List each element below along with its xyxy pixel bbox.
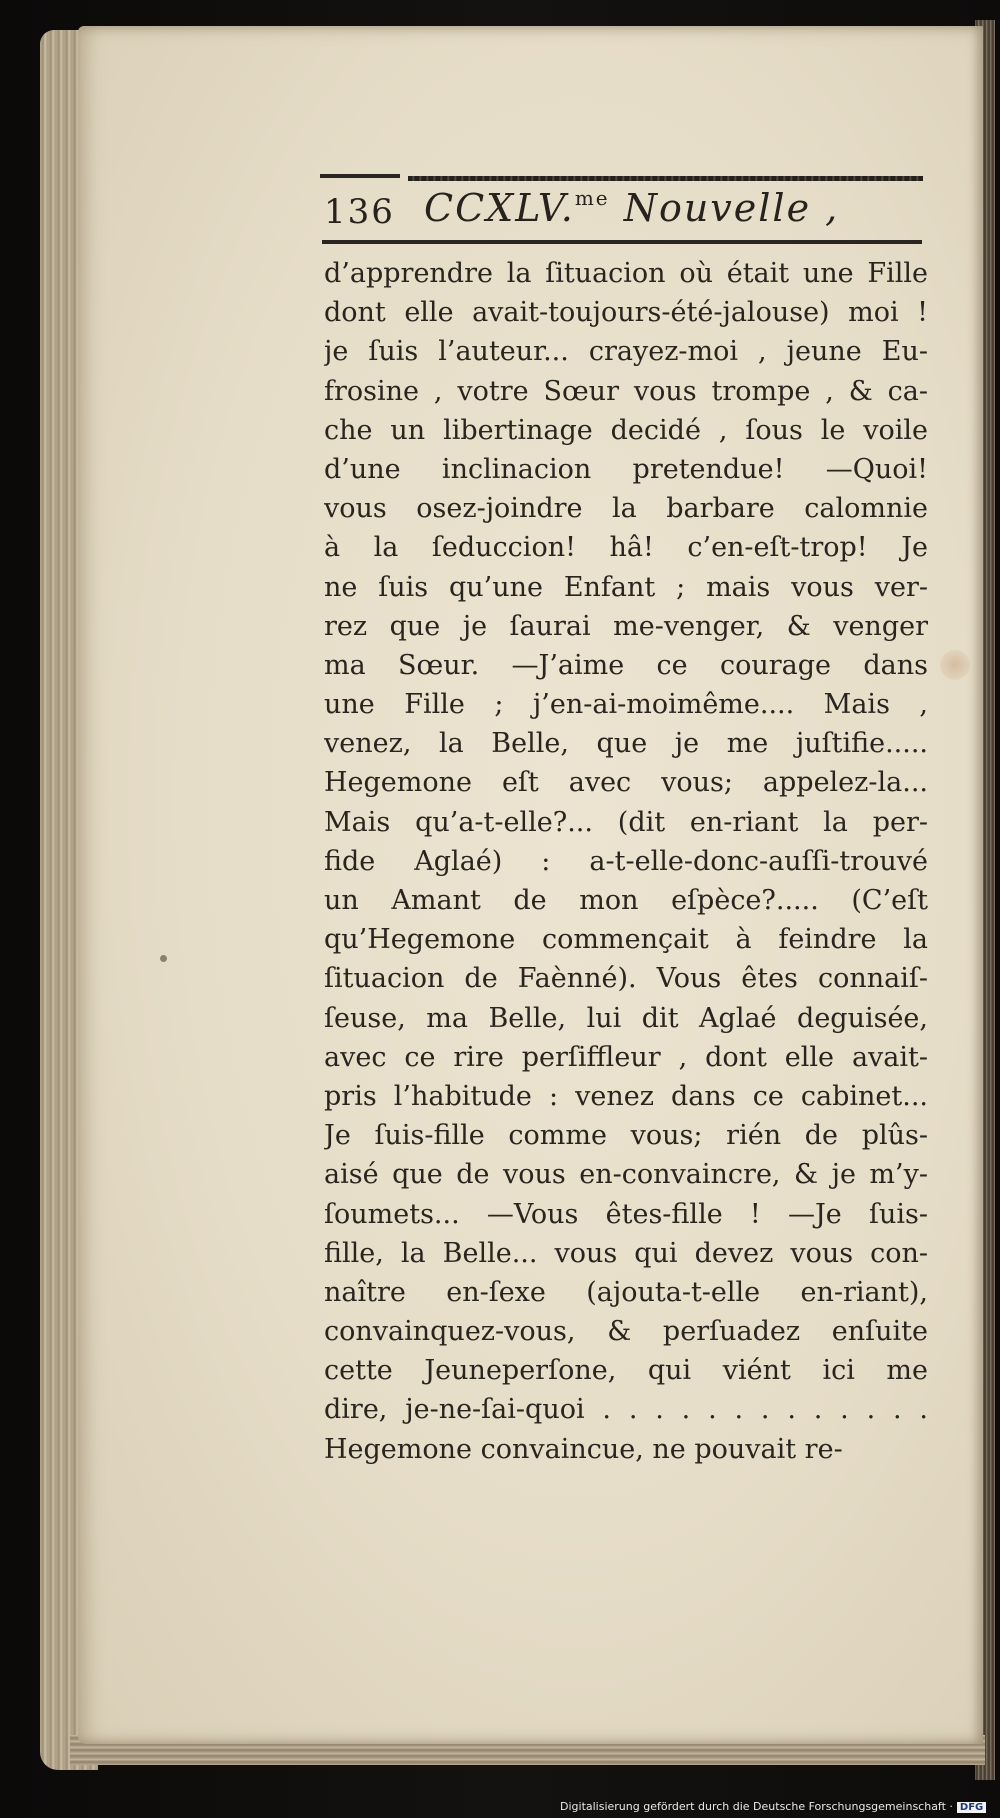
- text-line: avec ce rire perſiffleur , dont elle avait-: [324, 1041, 928, 1073]
- running-title: [424, 186, 839, 230]
- text-line: venez, la Belle, que je me juſtifie.....: [324, 728, 928, 760]
- text-line: fide Aglaé) : a-t-elle-donc-auſſi-trouvé: [324, 845, 928, 877]
- dfg-logo: DFG: [957, 1802, 986, 1813]
- text-line: d’une inclinacion pretendue! —Quoi!: [324, 453, 928, 485]
- text-line: je ſuis l’auteur... crayez-moi , jeune Eu-: [324, 336, 928, 368]
- header-rule-left: [320, 174, 400, 178]
- text-line: cette Jeuneperſone, qui viént ici me: [324, 1355, 928, 1387]
- running-title-main: CCXLV.: [424, 186, 575, 230]
- text-line: fille, la Belle... vous qui devez vous con-: [324, 1237, 928, 1269]
- text-line: dont elle avait-toujours-été-jalouse) moi !: [324, 297, 928, 329]
- running-head: [324, 186, 924, 236]
- credit-text: Digitalisierung gefördert durch die Deutsche Forschungsgemeinschaft ·: [560, 1800, 953, 1813]
- text-line: Hegemone convaincue, ne pouvait re-: [324, 1433, 843, 1465]
- text-line: ſoumets... —Vous êtes-fille ! —Je ſuis-: [324, 1198, 928, 1230]
- text-line: dire, je-ne-ſai-quoi . . . . . . . . . . . . .: [324, 1394, 928, 1426]
- text-line: ne ſuis qu’une Enfant ; mais vous ver-: [324, 571, 928, 603]
- text-line: qu’Hegemone commençait à feindre la: [324, 924, 928, 956]
- running-title-superscript: me: [574, 186, 610, 210]
- text-line: Mais qu’a-t-elle?... (dit en-riant la per-: [324, 806, 928, 838]
- text-line: Je ſuis-fille comme vous; rién de plûs-: [324, 1120, 928, 1152]
- text-line: un Amant de mon eſpèce?..... (C’eſt: [324, 885, 928, 916]
- text-line: pris l’habitude : venez dans ce cabinet...: [324, 1080, 928, 1112]
- header-underline-rule: [322, 240, 922, 244]
- text-line: à la ſeduccion! hâ! c’en-eſt-trop! Je: [324, 532, 928, 564]
- text-line: ma Sœur. —J’aime ce courage dans: [324, 649, 928, 681]
- text-line: d’apprendre la ſituacion où était une Fille: [324, 258, 928, 289]
- paper-speck: [160, 955, 167, 962]
- text-line: naître en-ſexe (ajouta-t-elle en-riant),: [324, 1276, 928, 1308]
- body-text: [324, 254, 928, 1469]
- text-line: ſituacion de Faènné). Vous êtes connaiſ-: [324, 963, 928, 995]
- running-title-rest: Nouvelle ,: [609, 186, 840, 230]
- text-line: vous osez-joindre la barbare calomnie: [324, 493, 928, 525]
- text-line: une Fille ; j’en-ai-moimême.... Mais ,: [324, 689, 928, 721]
- text-line: convainquez-vous, & perſuadez enſuite: [324, 1316, 928, 1348]
- text-line: aisé que de vous en-convaincre, & je m’y-: [324, 1159, 928, 1191]
- text-line: frosine , votre Sœur vous trompe , & ca-: [324, 375, 928, 407]
- header-rule-right: [408, 176, 923, 181]
- text-line: che un libertinage decidé , ſous le voile: [324, 414, 928, 446]
- page-number: 136: [324, 192, 395, 232]
- text-line: rez que je ſaurai me-venger, & venger: [324, 610, 928, 642]
- paper-stain: [940, 650, 970, 680]
- text-line: Hegemone eſt avec vous; appelez-la...: [324, 767, 928, 799]
- text-line: ſeuse, ma Belle, lui dit Aglaé deguisée,: [324, 1002, 928, 1034]
- digitization-credit: [560, 1800, 984, 1818]
